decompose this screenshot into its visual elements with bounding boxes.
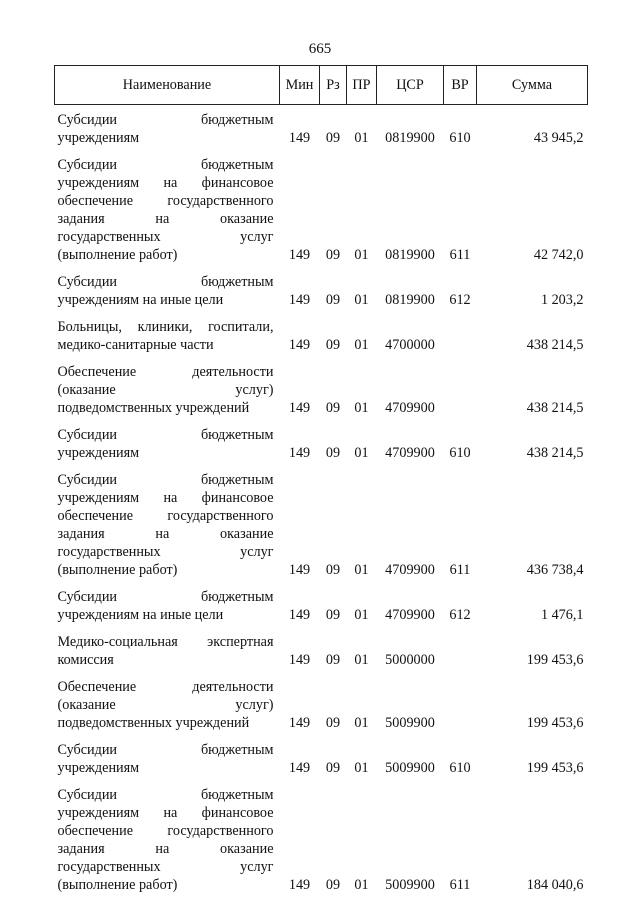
row-min: 149	[288, 760, 311, 776]
row-name: Больницы, клиники, госпитали, медико-санитарные части	[57, 319, 274, 353]
row-pr: 01	[354, 652, 369, 668]
row-min: 149	[288, 292, 311, 308]
row-sum: 42 742,0	[533, 247, 584, 263]
row-pr: 01	[354, 292, 369, 308]
row-min: 149	[288, 337, 311, 353]
row-name: Обеспечение деятельности (оказание услуг) подведомственных учреждений	[57, 364, 274, 416]
table-row	[55, 582, 588, 627]
row-rz: 09	[325, 607, 341, 623]
row-pr: 01	[354, 760, 369, 776]
row-csr: 5009900	[385, 877, 435, 893]
row-vr	[444, 672, 477, 735]
row-csr: 5009900	[385, 760, 435, 776]
row-pr: 01	[354, 337, 369, 353]
table-row	[55, 465, 588, 582]
table-row	[55, 672, 588, 735]
row-rz: 09	[325, 292, 341, 308]
row-name: Субсидии бюджетным учреждениям на иные цели	[57, 589, 274, 623]
row-vr: 612	[449, 607, 471, 623]
row-csr: 4709900	[385, 400, 435, 416]
row-vr: 610	[449, 130, 471, 146]
row-rz: 09	[325, 445, 341, 461]
header-min: Мин	[280, 66, 320, 105]
row-sum: 199 453,6	[526, 760, 584, 776]
row-csr: 0819900	[385, 130, 435, 146]
row-pr: 01	[354, 445, 369, 461]
row-name: Обеспечение деятельности (оказание услуг) подведомственных учреждений	[57, 679, 274, 731]
row-min: 149	[288, 607, 311, 623]
page-number: 665	[308, 41, 332, 57]
row-sum: 436 738,4	[526, 562, 584, 578]
row-pr: 01	[354, 400, 369, 416]
table-row	[55, 627, 588, 672]
row-csr: 4709900	[385, 445, 435, 461]
table-row	[55, 357, 588, 420]
row-pr: 01	[354, 562, 369, 578]
row-pr: 01	[354, 607, 369, 623]
row-sum: 438 214,5	[526, 337, 584, 353]
row-pr: 01	[354, 877, 369, 893]
table-header-row	[55, 66, 588, 105]
row-min: 149	[288, 877, 311, 893]
row-rz: 09	[325, 652, 341, 668]
header-rz: Рз	[320, 66, 347, 105]
row-pr: 01	[354, 130, 369, 146]
row-name: Медико-социальная экспертная комиссия	[57, 634, 274, 668]
row-vr: 610	[449, 445, 471, 461]
row-sum: 438 214,5	[526, 445, 584, 461]
row-sum: 1 203,2	[540, 292, 584, 308]
header-sum: Сумма	[477, 66, 588, 105]
table-row	[55, 150, 588, 267]
row-csr: 5009900	[385, 715, 435, 731]
row-sum: 199 453,6	[526, 715, 584, 731]
row-min: 149	[288, 130, 311, 146]
row-vr	[444, 627, 477, 672]
table-row	[55, 420, 588, 465]
row-vr	[444, 312, 477, 357]
table-row	[55, 735, 588, 780]
row-name: Субсидии бюджетным учреждениям на иные цели	[57, 274, 274, 308]
row-pr: 01	[354, 247, 369, 263]
row-rz: 09	[325, 247, 341, 263]
row-csr: 5000000	[385, 652, 435, 668]
row-min: 149	[288, 247, 311, 263]
row-sum: 43 945,2	[533, 130, 584, 146]
row-pr: 01	[354, 715, 369, 731]
row-rz: 09	[325, 877, 341, 893]
row-min: 149	[288, 562, 311, 578]
row-name: Субсидии бюджетным учреждениям	[57, 427, 274, 461]
table-row	[55, 312, 588, 357]
row-sum: 1 476,1	[540, 607, 584, 623]
budget-table	[54, 65, 588, 897]
row-vr: 611	[449, 247, 471, 263]
table-row	[55, 105, 588, 151]
row-sum: 438 214,5	[526, 400, 584, 416]
row-min: 149	[288, 445, 311, 461]
row-rz: 09	[325, 760, 341, 776]
row-csr: 4709900	[385, 607, 435, 623]
header-pr: ПР	[347, 66, 377, 105]
header-name: Наименование	[55, 66, 280, 105]
row-rz: 09	[325, 715, 341, 731]
table-row	[55, 780, 588, 897]
row-rz: 09	[325, 130, 341, 146]
row-min: 149	[288, 715, 311, 731]
header-vr: ВР	[444, 66, 477, 105]
row-csr: 0819900	[385, 292, 435, 308]
row-sum: 184 040,6	[526, 877, 584, 893]
row-name: Субсидии бюджетным учреждениям на финансовое обеспечение государственного задания на оказание государственных услуг (выполнение работ)	[57, 472, 274, 578]
row-name: Субсидии бюджетным учреждениям	[57, 742, 274, 776]
row-vr	[444, 357, 477, 420]
row-min: 149	[288, 400, 311, 416]
row-min: 149	[288, 652, 311, 668]
row-csr: 4700000	[385, 337, 435, 353]
table-row	[55, 267, 588, 312]
row-csr: 4709900	[385, 562, 435, 578]
row-name: Субсидии бюджетным учреждениям на финансовое обеспечение государственного задания на оказание государственных услуг (выполнение работ)	[57, 787, 274, 893]
row-name: Субсидии бюджетным учреждениям	[57, 112, 274, 146]
row-rz: 09	[325, 337, 341, 353]
row-vr: 611	[449, 877, 471, 893]
row-rz: 09	[325, 400, 341, 416]
row-sum: 199 453,6	[526, 652, 584, 668]
row-vr: 610	[449, 760, 471, 776]
row-csr: 0819900	[385, 247, 435, 263]
row-rz: 09	[325, 562, 341, 578]
row-name: Субсидии бюджетным учреждениям на финансовое обеспечение государственного задания на оказание государственных услуг (выполнение работ)	[57, 157, 274, 263]
row-vr: 611	[449, 562, 471, 578]
row-vr: 612	[449, 292, 471, 308]
header-csr: ЦСР	[377, 66, 444, 105]
